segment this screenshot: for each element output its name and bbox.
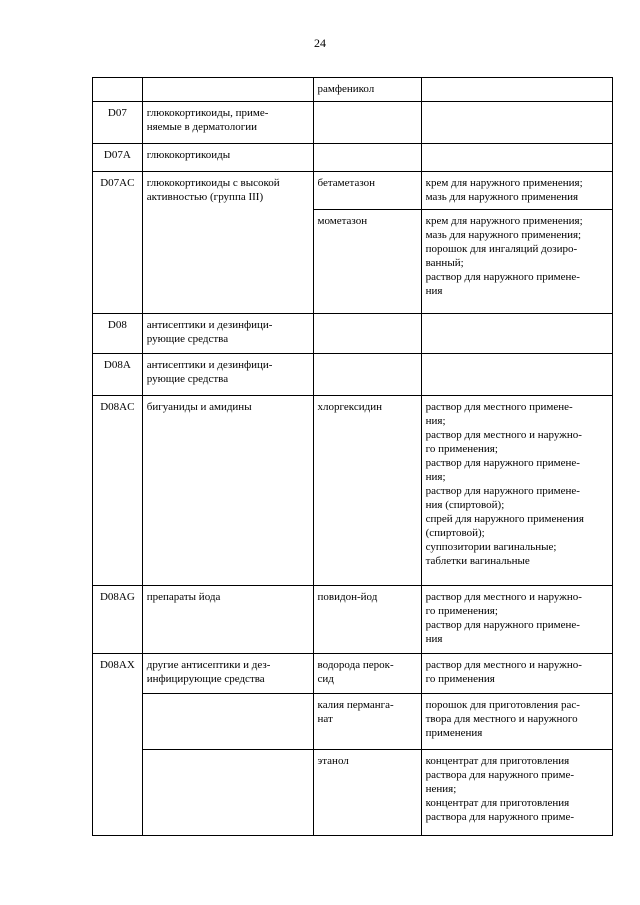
atc-code: D07AC	[93, 172, 143, 210]
substance-name: мометазон	[313, 210, 421, 314]
group-name: бигуаниды и амидины	[142, 396, 313, 586]
atc-code	[93, 210, 143, 314]
table-row	[93, 750, 613, 836]
atc-code: D08AG	[93, 586, 143, 654]
drug-table	[92, 77, 613, 836]
dosage-forms: раствор для местного и наружно- го применения	[421, 654, 612, 694]
dosage-forms: раствор для местного и наружно- го применения; раствор для наружного примене- ния	[421, 586, 612, 654]
table-row	[93, 144, 613, 172]
group-name: глюкокортикоиды с высокой активностью (группа III)	[142, 172, 313, 210]
atc-code: D08	[93, 314, 143, 354]
dosage-forms: крем для наружного применения; мазь для наружного применения; порошок для ингаляций дозиро- ванный; раствор для наружного примене- ния	[421, 210, 612, 314]
dosage-forms	[421, 78, 612, 102]
dosage-forms	[421, 102, 612, 144]
dosage-forms: порошок для приготовления рас- твора для местного и наружного применения	[421, 694, 612, 750]
substance-name: хлоргексидин	[313, 396, 421, 586]
table-row	[93, 396, 613, 586]
group-name	[142, 750, 313, 836]
substance-name: бетаметазон	[313, 172, 421, 210]
group-name: глюкокортикоиды	[142, 144, 313, 172]
dosage-forms	[421, 314, 612, 354]
group-name: антисептики и дезинфици- рующие средства	[142, 354, 313, 396]
atc-code: D07	[93, 102, 143, 144]
atc-code: D08AC	[93, 396, 143, 586]
table-row	[93, 586, 613, 654]
group-name: другие антисептики и дез- инфицирующие средства	[142, 654, 313, 694]
group-name: препараты йода	[142, 586, 313, 654]
table-row	[93, 102, 613, 144]
group-name: глюкокортикоиды, приме- няемые в дерматологии	[142, 102, 313, 144]
substance-name	[313, 144, 421, 172]
substance-name: калия перманга- нат	[313, 694, 421, 750]
atc-code: D08AX	[93, 654, 143, 694]
atc-code: D07A	[93, 144, 143, 172]
table-row	[93, 172, 613, 210]
table-row	[93, 354, 613, 396]
dosage-forms: концентрат для приготовления раствора для наружного приме- нения; концентрат для приготовления раствора для наружного приме-	[421, 750, 612, 836]
atc-code: D08A	[93, 354, 143, 396]
substance-name	[313, 314, 421, 354]
table-row	[93, 694, 613, 750]
dosage-forms: крем для наружного применения; мазь для наружного применения	[421, 172, 612, 210]
substance-name	[313, 354, 421, 396]
substance-name: водорода перок- сид	[313, 654, 421, 694]
group-name	[142, 210, 313, 314]
substance-name: рамфеникол	[313, 78, 421, 102]
substance-name	[313, 102, 421, 144]
group-name	[142, 694, 313, 750]
atc-code	[93, 78, 143, 102]
dosage-forms: раствор для местного примене- ния; раствор для местного и наружно- го применения; раствор для наружного примене- ния; раствор для наружного примене- ния (спиртовой); спрей для наружного применения (спиртовой); суппозитории вагинальные; таблетки вагинальные	[421, 396, 612, 586]
table-row	[93, 314, 613, 354]
table-row	[93, 654, 613, 694]
substance-name: повидон-йод	[313, 586, 421, 654]
dosage-forms	[421, 144, 612, 172]
atc-code	[93, 750, 143, 836]
group-name	[142, 78, 313, 102]
page-number: 24	[314, 36, 326, 50]
substance-name: этанол	[313, 750, 421, 836]
atc-code	[93, 694, 143, 750]
table-row	[93, 78, 613, 102]
table-row	[93, 210, 613, 314]
group-name: антисептики и дезинфици- рующие средства	[142, 314, 313, 354]
dosage-forms	[421, 354, 612, 396]
